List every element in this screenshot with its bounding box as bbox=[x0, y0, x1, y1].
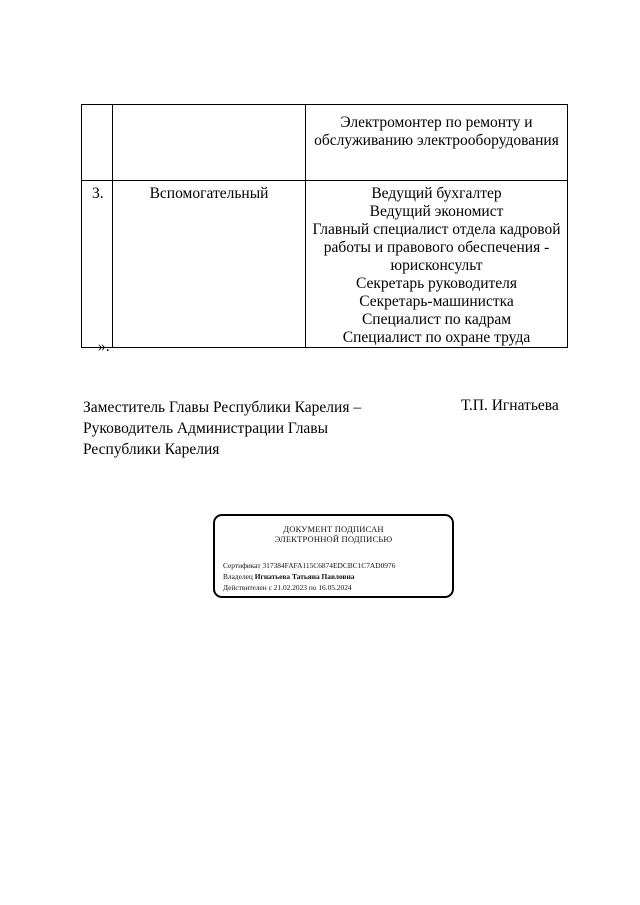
stamp-heading-line: ДОКУМЕНТ ПОДПИСАН bbox=[283, 524, 384, 534]
stamp-certificate-label: Сертификат bbox=[223, 561, 261, 570]
signer-title-line: Руководитель Администрации Главы bbox=[83, 420, 329, 437]
stamp-owner-value: Игнатьева Татьяна Павловна bbox=[254, 572, 355, 581]
table-row bbox=[82, 105, 568, 181]
stamp-owner bbox=[223, 571, 395, 582]
closing-quote: ». bbox=[98, 338, 110, 355]
row-number-cell: 3. bbox=[82, 181, 113, 348]
position-line: Главный специалист отдела кадровой bbox=[312, 221, 561, 238]
position-line: Секретарь-машинистка bbox=[359, 293, 514, 310]
position-line: обслуживанию электрооборудования bbox=[314, 132, 559, 149]
position-line: Специалист по охране труда bbox=[342, 329, 531, 346]
position-line: Ведущий бухгалтер bbox=[371, 185, 502, 202]
position-line: Электромонтер по ремонту и bbox=[340, 114, 533, 131]
row-category-cell bbox=[113, 105, 306, 181]
stamp-certificate bbox=[223, 560, 395, 571]
stamp-details bbox=[223, 560, 395, 593]
signer-title bbox=[83, 397, 361, 460]
position-line: работы и правового обеспечения - bbox=[323, 239, 550, 256]
table-row bbox=[82, 181, 568, 348]
stamp-validity: Действителен с 21.02.2023 по 16.05.2024 bbox=[223, 583, 352, 592]
row-positions-cell bbox=[306, 181, 568, 348]
positions-table bbox=[81, 104, 568, 348]
signer-title-line: Заместитель Главы Республики Карелия – bbox=[83, 399, 362, 416]
stamp-heading bbox=[215, 524, 452, 544]
position-line: Секретарь руководителя bbox=[355, 275, 518, 292]
stamp-owner-label: Владелец bbox=[223, 572, 253, 581]
position-line: Ведущий экономист bbox=[369, 203, 504, 220]
signer-name: Т.П. Игнатьева bbox=[461, 397, 559, 414]
row-number-cell bbox=[82, 105, 113, 181]
row-positions-cell bbox=[306, 105, 568, 181]
stamp-heading-line: ЭЛЕКТРОННОЙ ПОДПИСЬЮ bbox=[274, 534, 393, 544]
stamp-certificate-value: 317384FAFA115C6874EDCBC1C7AD0976 bbox=[262, 561, 396, 570]
position-line: юрисконсульт bbox=[390, 257, 483, 274]
position-line: Специалист по кадрам bbox=[361, 311, 512, 328]
electronic-signature-stamp bbox=[213, 514, 454, 598]
signer-title-line: Республики Карелия bbox=[83, 441, 220, 458]
row-category-cell: Вспомогательный bbox=[113, 181, 306, 348]
